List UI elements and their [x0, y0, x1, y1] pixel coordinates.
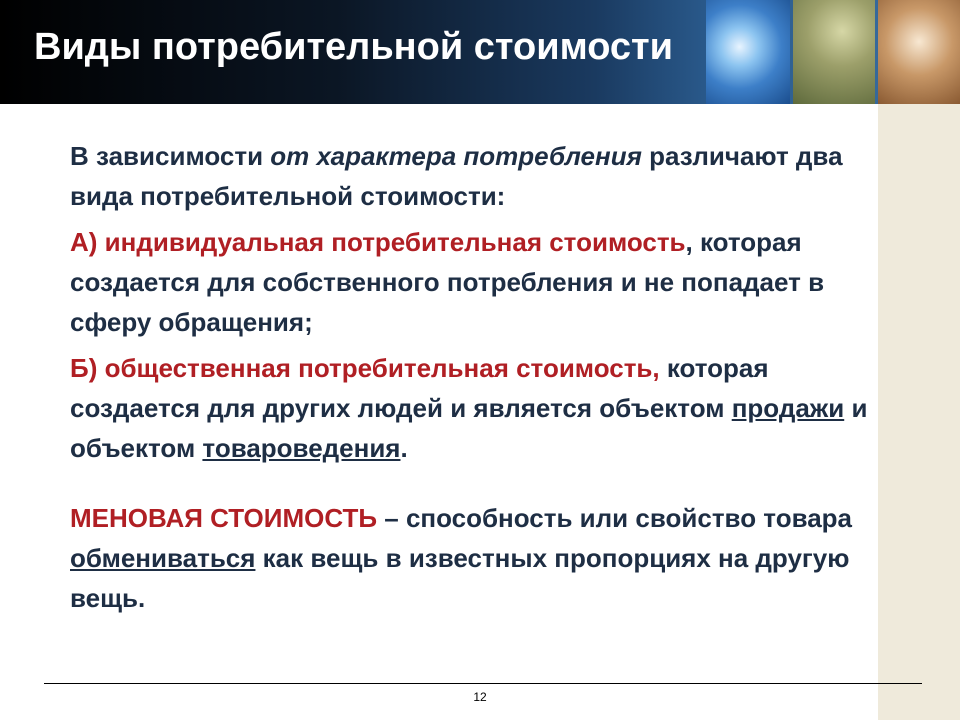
paragraph-intro — [70, 136, 870, 216]
text: и объектом — [70, 393, 868, 463]
text: В зависимости — [70, 141, 271, 171]
slide-body — [70, 136, 870, 624]
text: как вещь в известных пропорциях на другую вещь. — [70, 543, 850, 613]
italic-phrase: от характера потребления — [270, 141, 642, 171]
header-photo-coins — [793, 0, 875, 104]
paragraph-individual — [70, 222, 870, 342]
term-individual: А) индивидуальная потребительная стоимость — [70, 227, 686, 257]
paragraph-exchange-value — [70, 498, 870, 618]
text: различают два вида потребительной стоимости: — [70, 141, 843, 211]
underlined-word: продажи — [731, 393, 845, 423]
page-number: 12 — [473, 690, 487, 704]
header-photo-globe — [706, 0, 790, 104]
underlined-word: товароведения — [202, 433, 401, 463]
header-photo-strip — [706, 0, 960, 104]
slide-header — [0, 0, 960, 104]
term-exchange-value: МЕНОВАЯ СТОИМОСТЬ — [70, 503, 378, 533]
text: – способность или свойство товара — [377, 503, 853, 533]
text: которая создается для других людей и является объектом — [70, 353, 769, 423]
paragraph-social — [70, 348, 870, 468]
term-social: Б) общественная потребительная стоимость, — [70, 353, 660, 383]
text: , которая создается для собственного потребления и не попадает в сферу обращения; — [70, 227, 825, 337]
footer-divider — [44, 683, 922, 684]
header-photo-pen — [878, 0, 960, 104]
underlined-word: обмениваться — [70, 543, 256, 573]
text: . — [400, 433, 408, 463]
slide-title: Виды потребительной стоимости — [34, 26, 674, 68]
right-sidebar — [878, 104, 960, 720]
